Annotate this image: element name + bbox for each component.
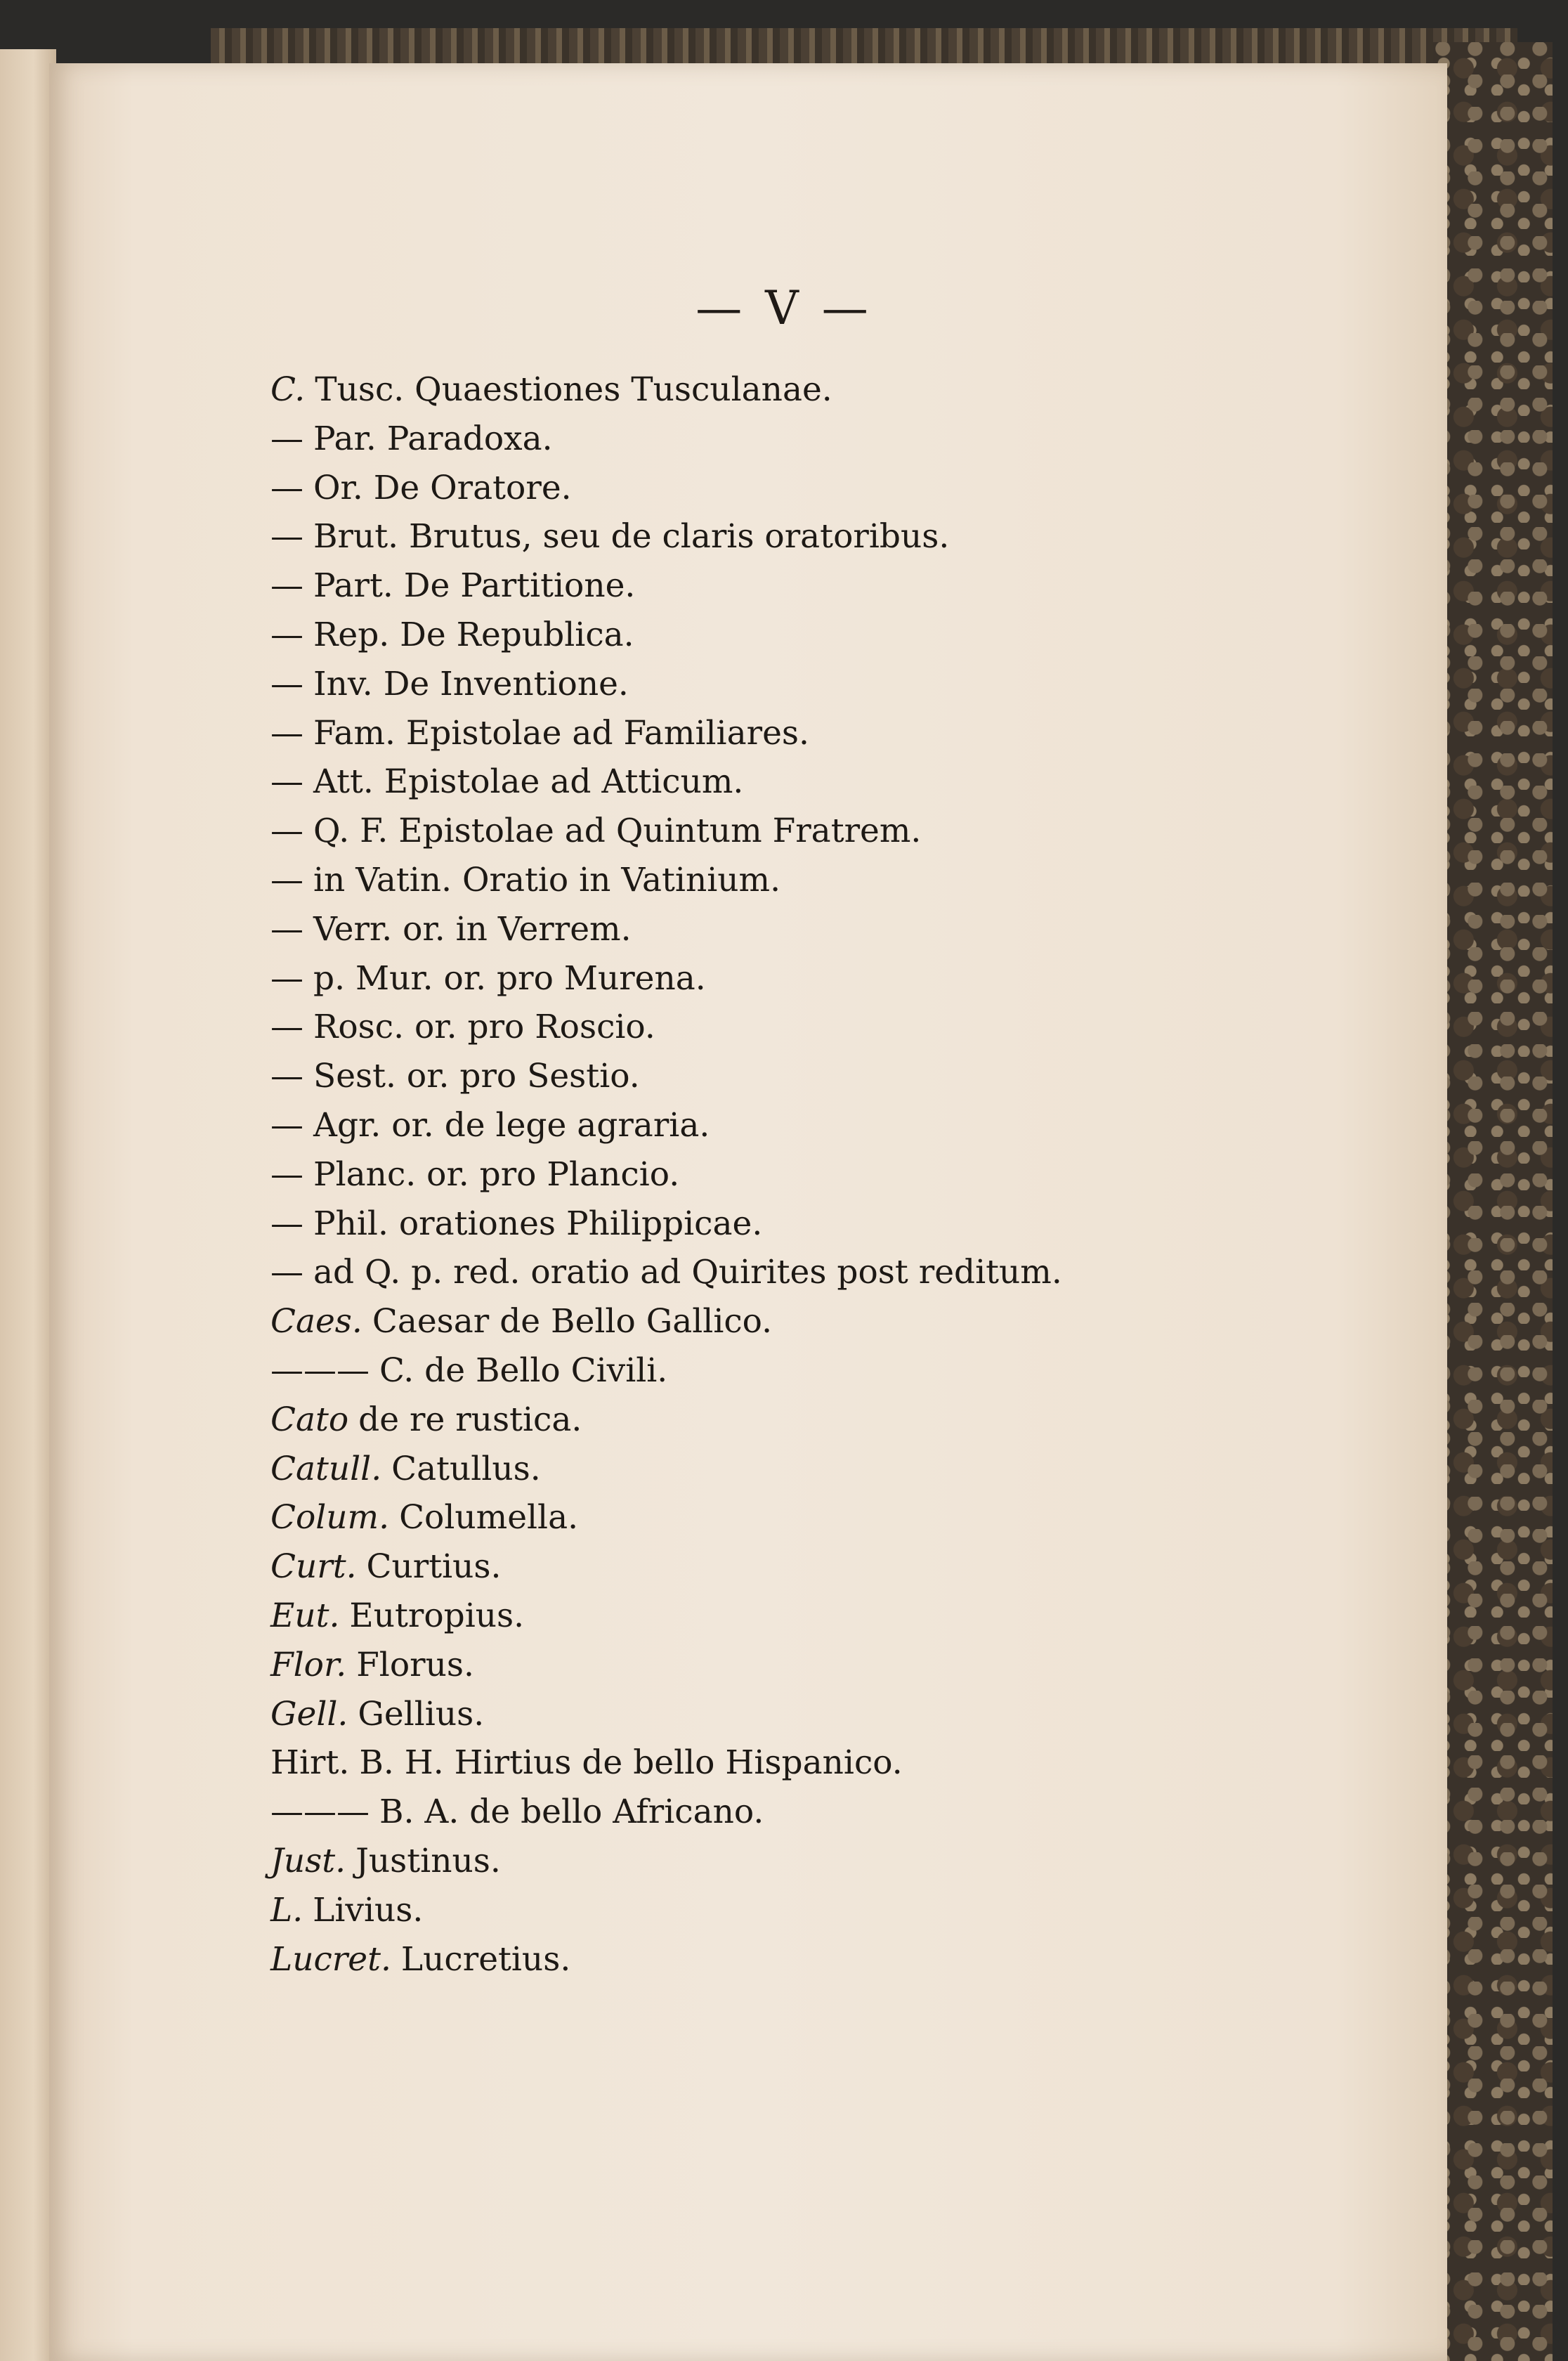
entry-lead: Hirt. <box>270 1743 350 1783</box>
abbreviation-entry <box>270 1248 1465 1297</box>
entry-text: in Vatin. Oratio in Vatinium. <box>313 860 781 899</box>
entry-text: p. Mur. or. pro Murena. <box>313 958 706 998</box>
entry-lead: — <box>270 713 303 753</box>
entry-text: Planc. or. pro Plancio. <box>313 1155 680 1194</box>
entry-text: Eutropius. <box>349 1596 525 1635</box>
entry-lead: — <box>270 615 303 654</box>
abbreviation-entry <box>270 1690 1465 1739</box>
abbreviation-entry <box>270 1542 1465 1592</box>
abbreviation-entry <box>270 709 1465 758</box>
entry-lead: — <box>270 812 303 851</box>
entry-lead: — <box>270 958 303 998</box>
abbreviation-entry <box>270 365 1465 415</box>
entry-lead: — <box>270 1155 303 1194</box>
abbreviation-entry <box>270 1199 1465 1249</box>
entry-text: Curtius. <box>366 1547 502 1587</box>
abbreviation-entry <box>270 1641 1465 1690</box>
abbreviation-entry <box>270 1738 1465 1788</box>
entry-lead: — <box>270 1105 303 1145</box>
abbreviation-entry <box>270 1935 1465 1984</box>
entry-text: Columella. <box>399 1498 579 1537</box>
abbreviation-entry <box>270 757 1465 807</box>
abbreviation-list <box>270 365 1465 1984</box>
abbreviation-entry <box>270 1396 1465 1445</box>
entry-lead: C. <box>270 370 306 409</box>
entry-text: B. H. Hirtius de bello Hispanico. <box>359 1743 903 1783</box>
entry-text: Inv. De Inventione. <box>313 664 629 703</box>
entry-text: Justinus. <box>355 1841 501 1880</box>
entry-lead: — <box>270 664 303 703</box>
entry-lead: — <box>270 1204 303 1243</box>
entry-text: Agr. or. de lege agraria. <box>313 1105 710 1145</box>
entry-text: Phil. orationes Philippicae. <box>313 1204 763 1243</box>
entry-text: Florus. <box>356 1645 474 1684</box>
entry-lead: — <box>270 419 303 458</box>
abbreviation-entry <box>270 660 1465 709</box>
abbreviation-entry <box>270 1886 1465 1935</box>
entry-text: Catullus. <box>391 1449 541 1488</box>
entry-lead: — <box>270 1253 303 1292</box>
abbreviation-entry <box>270 1493 1465 1542</box>
entry-text: C. de Bello Civili. <box>379 1351 668 1390</box>
abbreviation-entry <box>270 1297 1465 1346</box>
entry-lead: — <box>270 1057 303 1096</box>
entry-lead: Catull. <box>270 1449 382 1488</box>
entry-text: Verr. or. in Verrem. <box>313 909 632 949</box>
entry-lead: ——— <box>270 1793 370 1832</box>
entry-lead: Curt. <box>270 1547 357 1587</box>
abbreviation-entry <box>270 905 1465 954</box>
facing-page-edge <box>0 49 56 2361</box>
entry-lead: Eut. <box>270 1596 340 1635</box>
entry-lead: Gell. <box>270 1694 348 1734</box>
abbreviation-entry <box>270 1837 1465 1886</box>
entry-text: Caesar de Bello Gallico. <box>372 1302 773 1341</box>
entry-lead: Lucret. <box>270 1939 391 1979</box>
entry-text: Q. F. Epistolae ad Quintum Fratrem. <box>313 812 922 851</box>
entry-lead: — <box>270 566 303 606</box>
abbreviation-entry <box>270 512 1465 561</box>
entry-lead: L. <box>270 1890 303 1930</box>
entry-text: Tusc. Quaestiones Tusculanae. <box>315 370 832 409</box>
entry-text: ad Q. p. red. oratio ad Quirites post reditum. <box>313 1253 1062 1292</box>
page-number-header: — V — <box>695 281 873 335</box>
abbreviation-entry <box>270 561 1465 611</box>
abbreviation-entry <box>270 1445 1465 1494</box>
entry-text: Sest. or. pro Sestio. <box>313 1057 640 1096</box>
entry-text: B. A. de bello Africano. <box>379 1793 764 1832</box>
entry-text: Par. Paradoxa. <box>313 419 553 458</box>
entry-text: Att. Epistolae ad Atticum. <box>313 762 744 802</box>
entry-text: Rep. De Republica. <box>313 615 634 654</box>
entry-lead: — <box>270 909 303 949</box>
entry-lead: — <box>270 468 303 507</box>
abbreviation-entry <box>270 1346 1465 1396</box>
abbreviation-entry <box>270 464 1465 513</box>
entry-text: Rosc. or. pro Roscio. <box>313 1008 655 1047</box>
entry-text: Part. De Partitione. <box>313 566 636 606</box>
entry-lead: Just. <box>270 1841 346 1880</box>
entry-text: Fam. Epistolae ad Familiares. <box>313 713 809 753</box>
entry-lead: — <box>270 762 303 802</box>
abbreviation-entry <box>270 1003 1465 1052</box>
abbreviation-entry <box>270 1592 1465 1641</box>
entry-text: Livius. <box>313 1890 424 1930</box>
entry-text: Lucretius. <box>400 1939 571 1979</box>
abbreviation-entry <box>270 856 1465 905</box>
abbreviation-entry <box>270 1150 1465 1199</box>
entry-lead: — <box>270 1008 303 1047</box>
abbreviation-entry <box>270 1788 1465 1837</box>
entry-text: Brut. Brutus, seu de claris oratoribus. <box>313 517 950 557</box>
abbreviation-entry <box>270 1052 1465 1101</box>
abbreviation-entry <box>270 1101 1465 1150</box>
abbreviation-entry <box>270 954 1465 1003</box>
entry-text: de re rustica. <box>358 1400 582 1439</box>
entry-text: Gellius. <box>358 1694 485 1734</box>
entry-lead: Colum. <box>270 1498 390 1537</box>
entry-lead: Flor. <box>270 1645 347 1684</box>
abbreviation-entry <box>270 807 1465 856</box>
entry-lead: Caes. <box>270 1302 362 1341</box>
abbreviation-entry <box>270 611 1465 660</box>
entry-text: Or. De Oratore. <box>313 468 572 507</box>
entry-lead: — <box>270 517 303 557</box>
entry-lead: ——— <box>270 1351 370 1390</box>
abbreviation-entry <box>270 415 1465 464</box>
entry-lead: Cato <box>270 1400 349 1439</box>
entry-lead: — <box>270 860 303 899</box>
